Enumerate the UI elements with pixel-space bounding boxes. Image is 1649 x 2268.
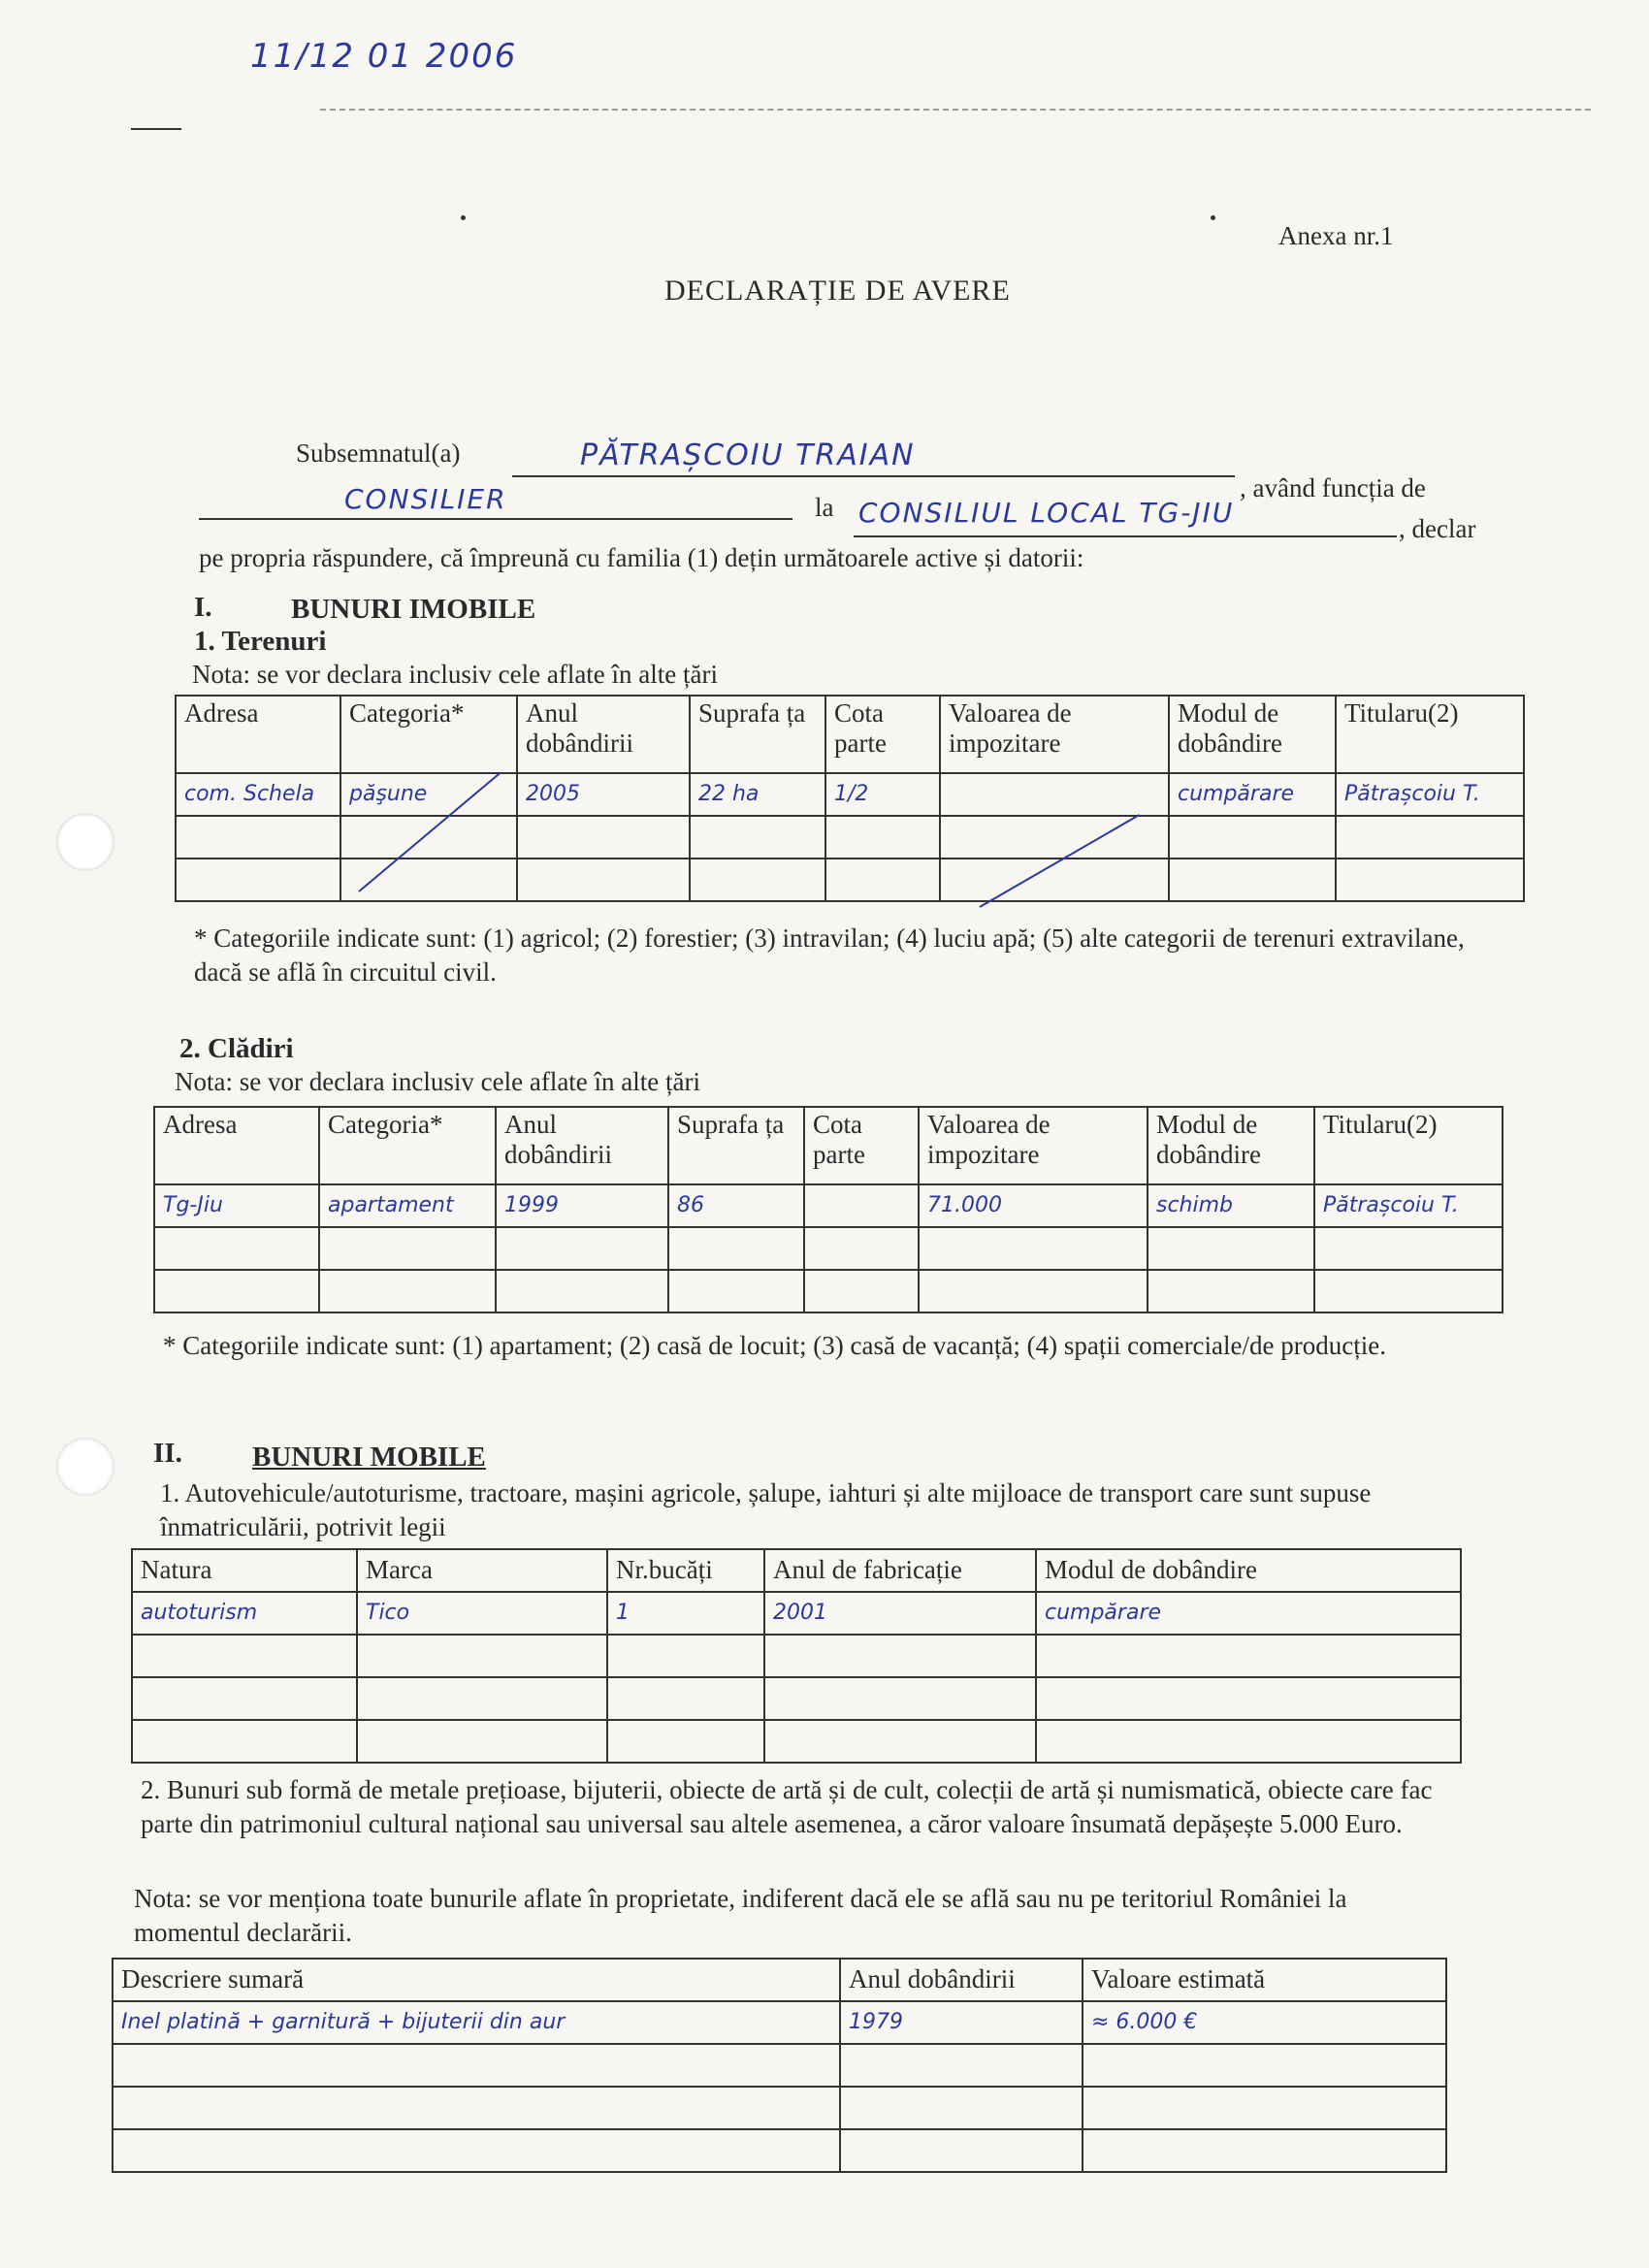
header-modul: Modul de dobândire — [1148, 1107, 1314, 1184]
section1-roman: I. — [194, 592, 212, 623]
bunuri-header-row — [113, 1959, 1446, 2001]
function-line — [199, 518, 792, 520]
header-modul: Modul de dobândire — [1169, 696, 1336, 773]
name-line — [512, 475, 1235, 477]
declarant-institution: CONSILIUL LOCAL TG-JIU — [858, 497, 1235, 529]
page-title: DECLARAȚIE DE AVERE — [664, 275, 1011, 307]
intro-declar: , declar — [1399, 514, 1476, 543]
cell: Pătrașcoiu T. — [1314, 1184, 1503, 1227]
cell: Pătrașcoiu T. — [1336, 773, 1524, 816]
intro-la: la — [815, 493, 834, 522]
cell: 71.000 — [919, 1184, 1148, 1227]
bunuri-table — [112, 1958, 1447, 2173]
declarant-function: CONSILIER — [344, 483, 507, 515]
table-row — [113, 2001, 1446, 2044]
cell: 1979 — [840, 2001, 1083, 2044]
header-valoarea: Valoarea de impozitare — [919, 1107, 1148, 1184]
table-row — [113, 2129, 1446, 2172]
intro-subsemnatul: Subsemnatul(a) — [296, 438, 461, 468]
section2-roman: II. — [153, 1438, 182, 1469]
header-valoare-estimata: Valoare estimată — [1083, 1959, 1446, 2001]
table-row — [132, 1635, 1461, 1677]
table-row — [113, 2044, 1446, 2087]
table-row — [154, 1270, 1503, 1312]
table-row — [176, 816, 1524, 859]
header-categoria: Categoria* — [340, 696, 517, 773]
cell — [940, 773, 1169, 816]
scan-mark — [131, 128, 181, 130]
cell: 86 — [668, 1184, 804, 1227]
table-row — [113, 2087, 1446, 2129]
table-row — [176, 773, 1524, 816]
autovehicule-table — [131, 1548, 1462, 1764]
table-row — [132, 1677, 1461, 1720]
cell: 2001 — [764, 1592, 1036, 1635]
header-adresa: Adresa — [176, 696, 340, 773]
header-anul: Anul dobândirii — [517, 696, 690, 773]
cell: autoturism — [132, 1592, 357, 1635]
header-descriere: Descriere sumară — [113, 1959, 840, 2001]
terenuri-table — [175, 695, 1525, 902]
header-categoria: Categoria* — [319, 1107, 496, 1184]
cell: 1 — [607, 1592, 764, 1635]
autovehicule-header-row — [132, 1549, 1461, 1592]
terenuri-note: Nota: se vor declara inclusiv cele aflate în alte țări — [192, 660, 718, 689]
terenuri-footnote-1: * Categoriile indicate sunt: (1) agricol; (2) forestier; (3) intravilan; (4) luciu apă; (5) alte categorii de terenuri extravilane, dacă se află în circuitul civil. — [194, 923, 1465, 988]
terenuri-title: 1. Terenuri — [194, 626, 327, 657]
cell: cumpărare — [1169, 773, 1336, 816]
handwritten-date: 11/12 01 2006 — [250, 37, 518, 76]
autovehicule-title: 1. Autovehicule/autoturisme, tractoare, mașini agricole, șalupe, iahturi și alte mijloace de transport care sunt supuse înmatriculării, potrivit legii — [160, 1478, 1372, 1542]
table-row — [176, 859, 1524, 901]
cell: 22 ha — [690, 773, 825, 816]
scan-line — [320, 109, 1591, 111]
cell: schimb — [1148, 1184, 1314, 1227]
terenuri-header-row — [176, 696, 1524, 773]
header-anul-dobandirii: Anul dobândirii — [840, 1959, 1083, 2001]
table-row — [154, 1227, 1503, 1270]
punch-hole-bottom — [56, 1438, 114, 1496]
punch-hole-top — [56, 813, 114, 871]
cladiri-header-row — [154, 1107, 1503, 1184]
header-cota: Cota parte — [825, 696, 940, 773]
table-row — [132, 1592, 1461, 1635]
intro-line3: pe propria răspundere, că împreună cu familia (1) dețin următoarele active și datorii: — [199, 543, 1084, 572]
cell: Inel platină + garnitură + bijuterii din aur — [113, 2001, 840, 2044]
cell: 1999 — [496, 1184, 668, 1227]
header-titular: Titularu(2) — [1314, 1107, 1503, 1184]
cell: cumpărare — [1036, 1592, 1461, 1635]
header-suprafata: Suprafa ța — [668, 1107, 804, 1184]
cladiri-title: 2. Clădiri — [179, 1033, 294, 1064]
cell: 1/2 — [825, 773, 940, 816]
institution-line — [854, 535, 1397, 537]
declarant-name: PĂTRAȘCOIU TRAIAN — [580, 438, 916, 472]
cell: apartament — [319, 1184, 496, 1227]
header-marca: Marca — [357, 1549, 607, 1592]
header-natura: Natura — [132, 1549, 357, 1592]
header-adresa: Adresa — [154, 1107, 319, 1184]
speck — [461, 215, 466, 220]
intro-avand: , având funcția de — [1240, 473, 1426, 502]
header-modul-dobandire: Modul de dobândire — [1036, 1549, 1461, 1592]
cell: com. Schela — [176, 773, 340, 816]
bunuri-note: Nota: se vor menționa toate bunurile aflate în proprietate, indiferent dacă ele se află sau nu pe teritoriul României la momentul declarării. — [134, 1884, 1347, 1948]
header-valoarea: Valoarea de impozitare — [940, 696, 1169, 773]
cell: Tg-Jiu — [154, 1184, 319, 1227]
cell: Tico — [357, 1592, 607, 1635]
cell: ≈ 6.000 € — [1083, 2001, 1446, 2044]
table-row — [132, 1720, 1461, 1763]
cell: păşune — [340, 773, 517, 816]
speck — [1211, 215, 1215, 220]
header-suprafata: Suprafa ța — [690, 696, 825, 773]
table-row — [154, 1184, 1503, 1227]
header-titular: Titularu(2) — [1336, 696, 1524, 773]
header-cota: Cota parte — [804, 1107, 919, 1184]
header-nr-bucati: Nr.bucăți — [607, 1549, 764, 1592]
section2-title: BUNURI MOBILE — [252, 1442, 486, 1473]
cladiri-footnote: * Categoriile indicate sunt: (1) apartament; (2) casă de locuit; (3) casă de vacanță; (4) spații comerciale/de producție. — [163, 1331, 1386, 1360]
cladiri-table — [153, 1106, 1504, 1313]
section1-title: BUNURI IMOBILE — [291, 594, 536, 625]
cell: 2005 — [517, 773, 690, 816]
annex-label: Anexa nr.1 — [1278, 221, 1394, 250]
header-anul-fabricatie: Anul de fabricație — [764, 1549, 1036, 1592]
cell — [804, 1184, 919, 1227]
bunuri-title: 2. Bunuri sub formă de metale prețioase, bijuterii, obiecte de artă și de cult, colecții de artă și numismatică, obiecte care fac parte din patrimoniul cultural național sau universal sau altele asemenea, a căror valoare însumată depășește 5.000 Euro. — [141, 1775, 1433, 1839]
cladiri-note: Nota: se vor declara inclusiv cele aflate în alte țări — [175, 1067, 700, 1096]
header-anul: Anul dobândirii — [496, 1107, 668, 1184]
